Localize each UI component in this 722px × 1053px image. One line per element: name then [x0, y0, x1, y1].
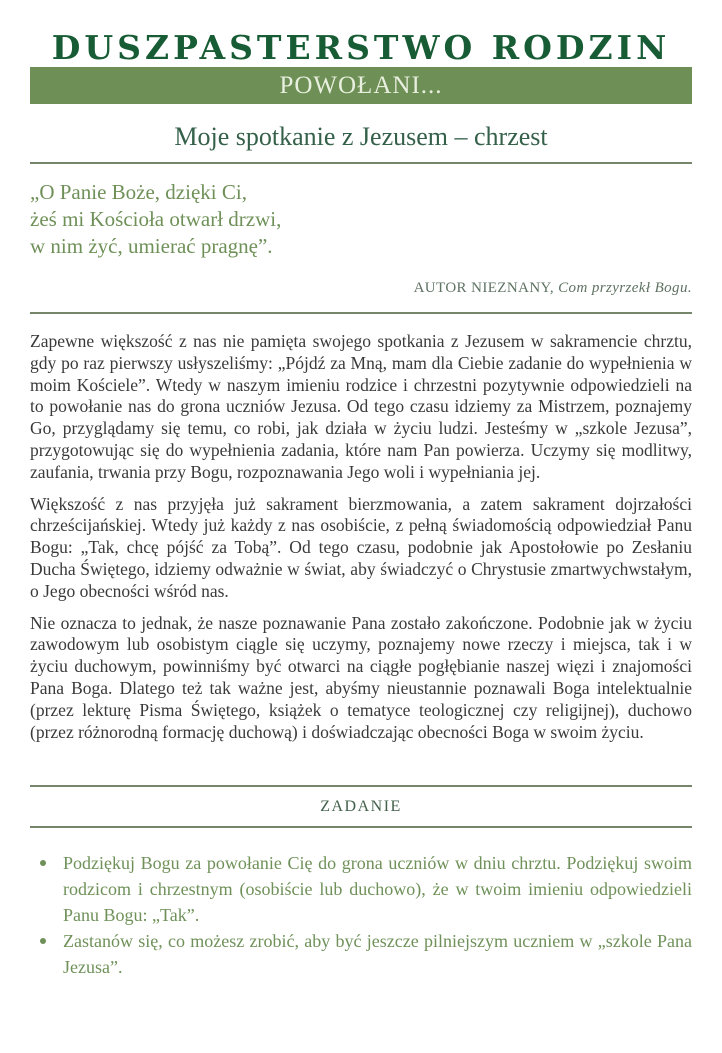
- body-paragraph: Nie oznacza to jednak, że nasze poznawanie Pana zostało zakończone. Podobnie jak w życiu zawodowym lub osobistym ciągle się uczymy, poznajemy nowe rzeczy i miejsca, tak i w życiu duchowym, powinniśmy być otwarci na ciągłe pogłębianie naszej więzi i znajomości Pana Boga. Dlatego też tak ważne jest, abyśmy nieustannie poznawali Boga intelektualnie (przez lekturę Pisma Świętego, książek o tematyce teologicznej czy religijnej), duchowo (przez różnorodną formację duchową) i doświadczając obecności Boga w swoim życiu.: [30, 612, 692, 742]
- body-section: [30, 331, 692, 743]
- bullet-icon: [40, 860, 46, 866]
- page-title: DUSZPASTERSTWO RODZIN: [51, 28, 671, 67]
- body-paragraph: Zapewne większość z nas nie pamięta swojego spotkania z Jezusem w sakramencie chrztu, gdy po raz pierwszy usłyszeliśmy: „Pójdź za Mną, mam dla Ciebie zadanie do wypełnienia w moim Kościele”. Wtedy w naszym imieniu rodzice i chrzestni pozytywnie odpowiedzieli na to powołanie nas do grona uczniów Jezusa. Od tego czasu idziemy za Mistrzem, poznajemy Go, przyglądamy się temu, co robi, jak działa w życiu ludzi. Jesteśmy w „szkole Jezusa”, przygotowując się do wypełnienia zadania, które nam Pan powierza. Uczymy się modlitwy, zaufania, trwania przy Bogu, rozpoznawania Jego woli i wypełniania jej.: [30, 331, 692, 482]
- quote-line: „O Panie Boże, dzięki Ci,: [30, 180, 247, 204]
- bullet-icon: [40, 938, 46, 944]
- list-item-text: Podziękuj Bogu za powołanie Cię do grona uczniów w dniu chrztu. Podziękuj swoim rodzicom i chrzestnym (osobiście lub duchowo), że w twoim imieniu odpowiedzieli Panu Bogu: „Tak”.: [63, 853, 692, 926]
- divider: [30, 826, 692, 828]
- body-paragraph: Większość z nas przyjęła już sakrament bierzmowania, a zatem sakrament dojrzałości chrześcijańskiej. Wtedy już każdy z nas osobiście, z pełną świadomością odpowiedział Panu Bogu: „Tak, chcę pójść za Tobą”. Od tego czasu, podobnie jak Apostołowie po Zesłaniu Ducha Świętego, idziemy odważnie w świat, aby świadczyć o Chrystusie zmartwychwstałym, o Jego obecności wśród nas.: [30, 493, 692, 601]
- quote-attribution: [30, 280, 692, 297]
- quote-line: w nim żyć, umierać pragnę”.: [30, 234, 273, 258]
- attribution-author: AUTOR NIEZNANY,: [413, 280, 559, 296]
- divider: [30, 162, 692, 164]
- banner: [30, 67, 692, 104]
- list-item: [30, 928, 692, 980]
- list-item-text: Zastanów się, co możesz zrobić, aby być jeszcze pilniejszym uczniem w „szkole Pana Jezusa”.: [63, 931, 692, 978]
- document-page: [0, 30, 722, 980]
- quote-line: żeś mi Kościoła otwarł drzwi,: [30, 207, 282, 231]
- banner-label: POWOŁANI...: [279, 72, 443, 99]
- task-list: [30, 850, 692, 980]
- task-header: ZADANIE: [320, 798, 402, 816]
- list-item: [30, 850, 692, 928]
- attribution-source: Com przyrzekł Bogu.: [558, 280, 692, 296]
- divider: [30, 312, 692, 314]
- document-heading: Moje spotkanie z Jezusem – chrzest: [174, 122, 548, 151]
- quote-block: [30, 179, 692, 260]
